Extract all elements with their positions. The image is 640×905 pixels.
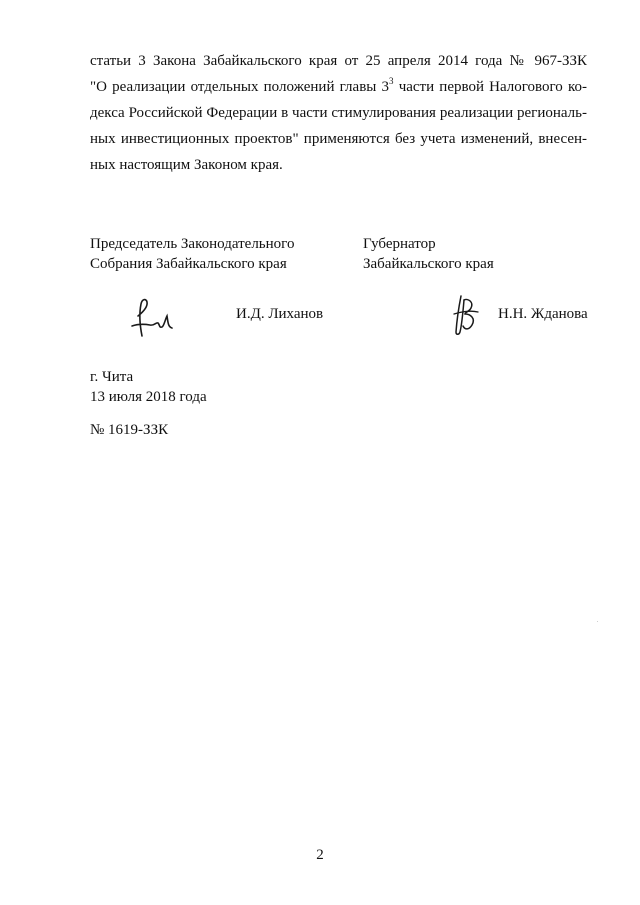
left-handwritten-signature <box>128 296 180 340</box>
paragraph-line-5: ных настоящим Законом края. <box>90 157 283 173</box>
right-signatory-name: Н.Н. Жданова <box>498 306 588 322</box>
left-signatory-title <box>90 234 294 274</box>
left-title-line-2: Собрания Забайкальского края <box>90 256 287 272</box>
right-signatory-title <box>363 234 494 274</box>
paragraph-line-2-start: "О реализации отдельных положений главы 3 <box>90 79 390 95</box>
right-title-line-1: Губернатор <box>363 236 436 252</box>
signing-date: 13 июля 2018 года <box>90 389 207 405</box>
right-handwritten-signature <box>452 292 482 338</box>
left-title-line-1: Председатель Законодательного <box>90 236 295 252</box>
city: г. Чита <box>90 369 134 385</box>
paragraph-line-4: ных инвестиционных проектов" применяются без учета изменений, внесен- <box>90 131 587 147</box>
paragraph-line-3: декса Российской Федерации в части стимулирования реализации региональ- <box>90 105 587 121</box>
left-signatory-name: И.Д. Лиханов <box>236 306 324 322</box>
place-and-date <box>90 367 207 407</box>
paragraph-line-2 <box>90 74 587 100</box>
paragraph-line-2-end: части первой Налогового ко- <box>393 79 587 95</box>
scan-speck <box>597 621 598 622</box>
chapter-superscript: 3 <box>389 76 394 86</box>
document-number: № 1619-ЗЗК <box>90 422 169 438</box>
right-title-line-2: Забайкальского края <box>363 256 494 272</box>
paragraph-line-1: статьи 3 Закона Забайкальского края от 25 апреля 2014 года № 967-ЗЗК <box>90 53 587 69</box>
law-paragraph <box>90 48 587 178</box>
page-number: 2 <box>316 847 324 863</box>
